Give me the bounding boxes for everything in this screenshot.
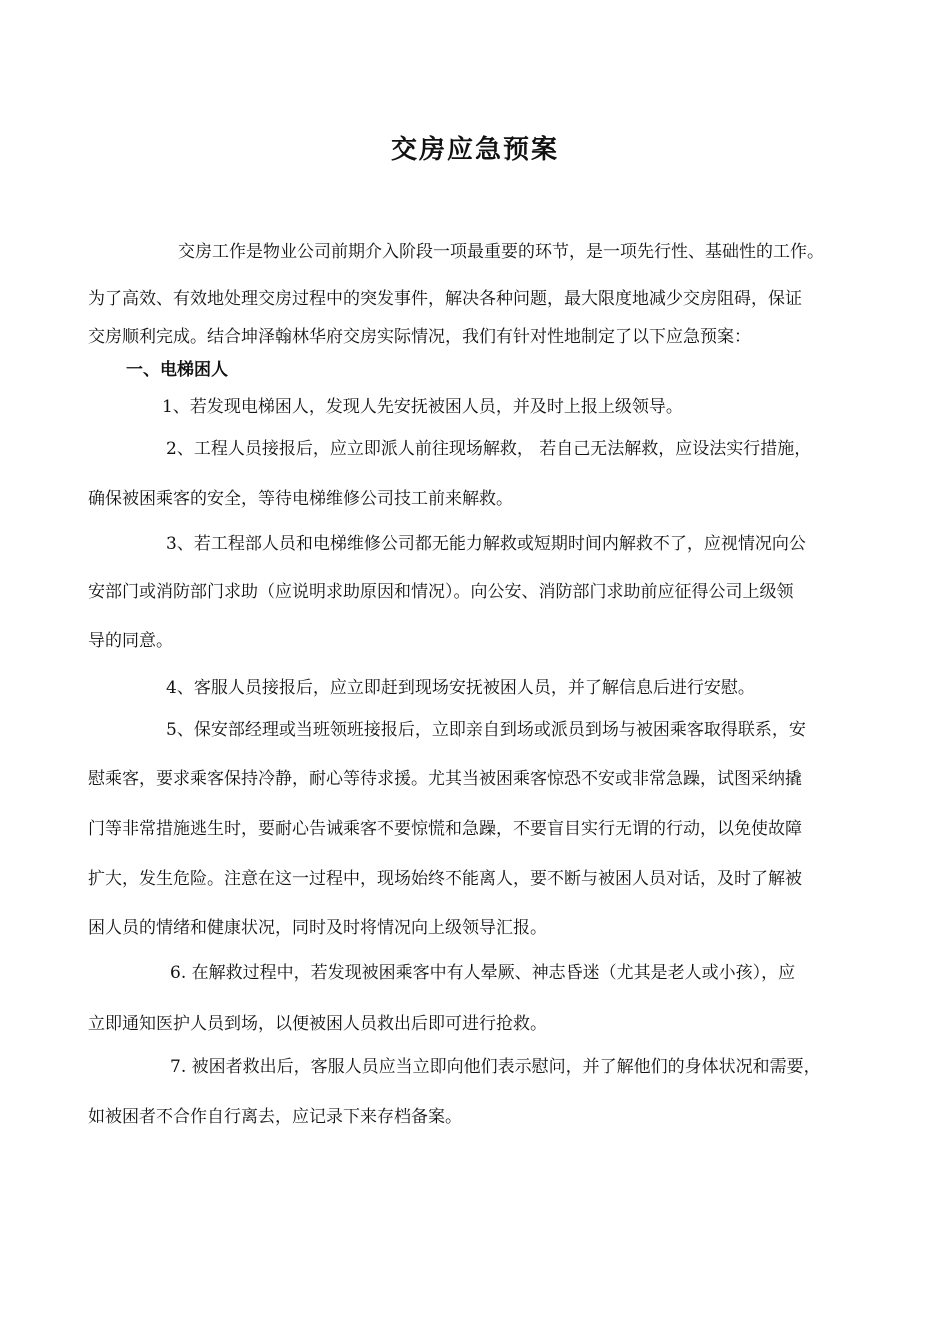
- section-heading-elevator: 一、电梯困人: [126, 360, 228, 380]
- item-5-line-3: 门等非常措施逃生时，要耐心告诫乘客不要惊慌和急躁，不要盲目实行无谓的行动，以免使故障: [88, 819, 802, 839]
- item-3-line-3: 导的同意。: [88, 631, 173, 651]
- item-6-line-1: 6. 在解救过程中，若发现被困乘客中有人晕厥、神志昏迷（尤其是老人或小孩），应: [170, 963, 796, 983]
- item-3-line-1: 3、若工程部人员和电梯维修公司都无能力解救或短期时间内解救不了，应视情况向公: [166, 534, 806, 554]
- item-4-line-1: 4、客服人员接报后，应立即赶到现场安抚被困人员，并了解信息后进行安慰。: [166, 678, 755, 698]
- item-2-line-1: 2、工程人员接报后，应立即派人前往现场解救， 若自己无法解救，应设法实行措施，: [166, 439, 812, 459]
- item-3-line-2: 安部门或消防部门求助（应说明求助原因和情况）。向公安、消防部门求助前应征得公司上级领: [88, 582, 794, 602]
- item-6-line-2: 立即通知医护人员到场，以便被困人员救出后即可进行抢救。: [88, 1014, 547, 1034]
- intro-line-3: 交房顺利完成。结合坤泽翰林华府交房实际情况，我们有针对性地制定了以下应急预案：: [88, 327, 751, 347]
- item-5-line-4: 扩大，发生危险。注意在这一过程中，现场始终不能离人，要不断与被困人员对话，及时了解被: [88, 869, 802, 889]
- item-2-line-2: 确保被困乘客的安全，等待电梯维修公司技工前来解救。: [88, 489, 513, 509]
- intro-line-2: 为了高效、有效地处理交房过程中的突发事件，解决各种问题，最大限度地减少交房阻碍，保证: [88, 289, 802, 309]
- item-7-line-1: 7. 被困者救出后，客服人员应当立即向他们表示慰问，并了解他们的身体状况和需要，: [170, 1057, 821, 1077]
- page-title: 交房应急预案: [390, 135, 559, 165]
- intro-line-1: 交房工作是物业公司前期介入阶段一项最重要的环节，是一项先行性、基础性的工作。: [178, 242, 824, 262]
- item-7-line-2: 如被困者不合作自行离去，应记录下来存档备案。: [88, 1107, 462, 1127]
- item-1-line-1: 1、若发现电梯困人，发现人先安抚被困人员，并及时上报上级领导。: [162, 397, 683, 417]
- item-5-line-2: 慰乘客，要求乘客保持冷静，耐心等待求援。尤其当被困乘客惊恐不安或非常急躁，试图采纳撬: [88, 769, 802, 789]
- item-5-line-5: 困人员的情绪和健康状况，同时及时将情况向上级领导汇报。: [88, 918, 547, 938]
- item-5-line-1: 5、保安部经理或当班领班接报后，立即亲自到场或派员到场与被困乘客取得联系，安: [166, 720, 806, 740]
